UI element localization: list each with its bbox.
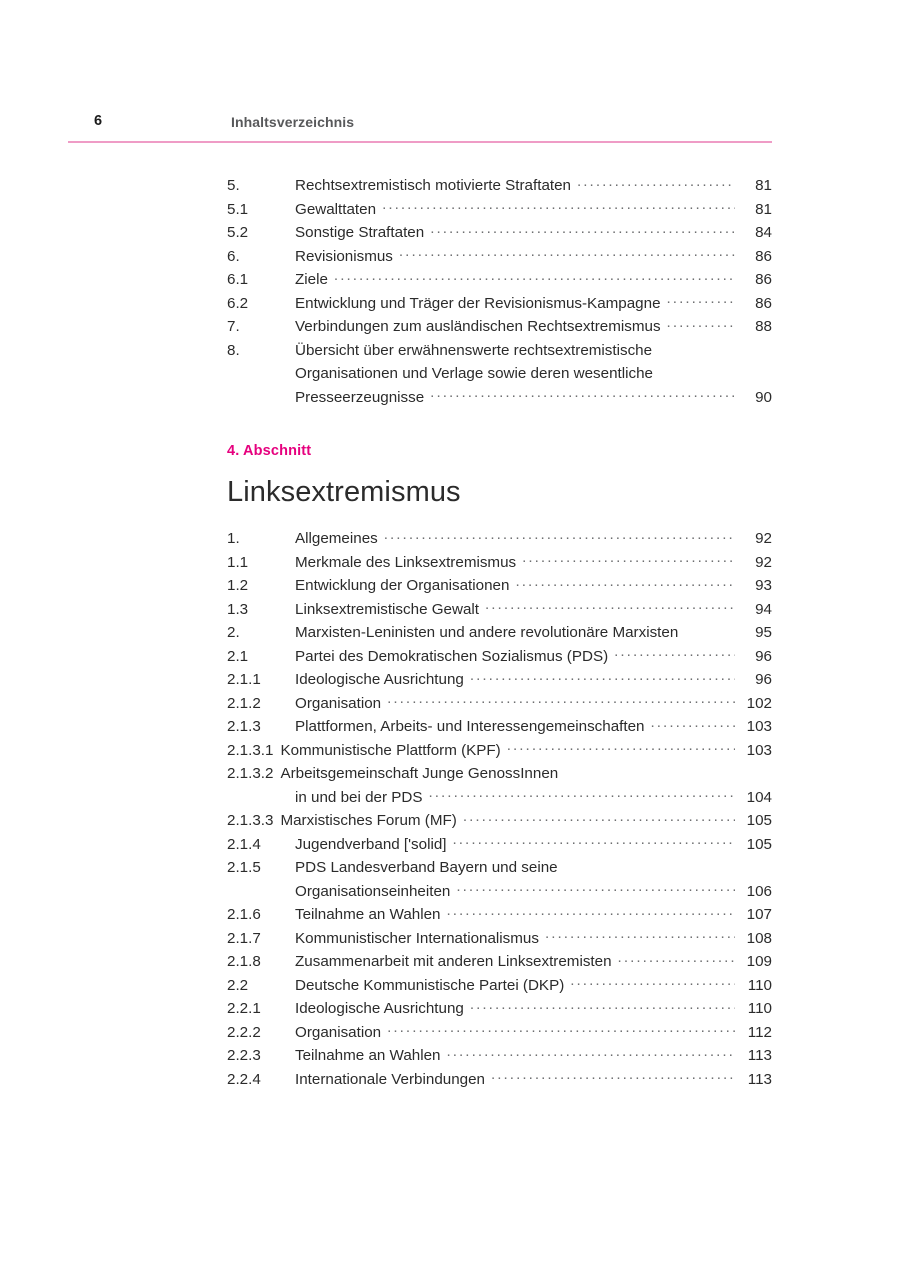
toc-entry-number: 1.3 xyxy=(227,600,249,618)
toc-entry[interactable] xyxy=(227,1045,772,1069)
toc-entry-title: Jugendverband ['solid] xyxy=(295,835,447,853)
toc-entry-number: 6.1 xyxy=(227,271,249,289)
toc-dot-leader xyxy=(456,881,735,896)
toc-entry-title: Organisationen und Verlage sowie deren wesentliche xyxy=(295,365,653,383)
toc-dot-leader xyxy=(447,904,736,919)
toc-entry-number: 2.2.4 xyxy=(227,1070,261,1088)
toc-entry-title: Organisation xyxy=(295,694,382,712)
toc-entry-title: Internationale Verbindungen xyxy=(295,1070,485,1088)
toc-entry[interactable] xyxy=(227,693,772,717)
toc-dot-leader xyxy=(577,175,735,190)
toc-entry-title: PDS Landesverband Bayern und seine xyxy=(295,859,558,877)
toc-entry-title: Rechtsextremistisch motivierte Straftaten xyxy=(295,177,572,195)
toc-entry-number: 2.1.8 xyxy=(227,953,261,971)
toc-dot-leader xyxy=(387,693,735,708)
toc-entry-title: Marxisten-Leninisten und andere revolutionäre Marxisten xyxy=(295,624,679,642)
toc-entry-page-number: 110 xyxy=(747,976,772,994)
toc-entry-title: Ziele xyxy=(295,271,328,289)
toc-entry[interactable] xyxy=(227,316,772,340)
toc-entry-title: Partei des Demokratischen Sozialismus (PDS) xyxy=(295,647,609,665)
toc-entry-page-number: 95 xyxy=(755,624,772,642)
toc-entry[interactable] xyxy=(227,622,772,646)
toc-entry-page-number: 84 xyxy=(755,224,772,242)
toc-entry[interactable] xyxy=(227,269,772,293)
toc-entry-page-number: 108 xyxy=(746,929,772,947)
toc-entry-title: Kommunistische Plattform (KPF) xyxy=(280,741,501,759)
toc-dot-leader xyxy=(652,340,738,355)
toc-dot-leader xyxy=(447,1045,736,1060)
toc-dot-leader xyxy=(545,928,735,943)
toc-entry-page-number: 103 xyxy=(746,741,772,759)
toc-entry-number: 7. xyxy=(227,318,240,336)
toc-entry-title: Organisationseinheiten xyxy=(295,882,451,900)
toc-entry[interactable] xyxy=(227,669,772,693)
toc-entry[interactable] xyxy=(227,740,772,764)
toc-entry-number: 2.2.3 xyxy=(227,1047,261,1065)
toc-dot-leader xyxy=(485,599,735,614)
toc-entry-number: 2.2.2 xyxy=(227,1023,261,1041)
toc-entry[interactable] xyxy=(227,175,772,199)
toc-dot-leader xyxy=(334,269,735,284)
toc-entry-number: 2.1.1 xyxy=(227,671,261,689)
toc-dot-leader xyxy=(614,646,735,661)
toc-entry[interactable] xyxy=(227,199,772,223)
toc-entry[interactable] xyxy=(227,575,772,599)
toc-entry[interactable] xyxy=(227,552,772,576)
toc-entry-page-number: 113 xyxy=(747,1047,772,1065)
toc-entry[interactable] xyxy=(227,363,772,387)
toc-dot-leader xyxy=(387,1022,735,1037)
toc-entry-title: Kommunistischer Internationalismus xyxy=(295,929,539,947)
toc-entry-page-number: 110 xyxy=(747,1000,772,1018)
toc-entry-page-number: 96 xyxy=(755,647,772,665)
toc-entry-number: 2.1.5 xyxy=(227,859,261,877)
toc-entry[interactable] xyxy=(227,1022,772,1046)
toc-entry-number: 2.1.3 xyxy=(227,718,261,736)
toc-entry-title: Plattformen, Arbeits- und Interessengemeinschaften xyxy=(295,718,645,736)
toc-entry-page-number: 106 xyxy=(746,882,772,900)
toc-entry-title: Linksextremistische Gewalt xyxy=(295,600,480,618)
toc-entry-page-number: 90 xyxy=(755,388,772,406)
toc-entry-number: 1.1 xyxy=(227,553,249,571)
toc-entry-page-number: 109 xyxy=(746,953,772,971)
toc-list-rechtsextremismus-continued xyxy=(227,175,772,410)
toc-entry-number: 2.1.7 xyxy=(227,929,261,947)
toc-entry-page-number: 105 xyxy=(746,835,772,853)
toc-dot-leader xyxy=(430,387,735,402)
toc-entry-number: 1.2 xyxy=(227,577,249,595)
toc-entry[interactable] xyxy=(227,387,772,411)
toc-dot-leader xyxy=(491,1069,735,1084)
toc-entry-number: 6. xyxy=(227,247,240,265)
toc-entry-number: 5. xyxy=(227,177,240,195)
toc-dot-leader xyxy=(382,199,735,214)
toc-entry-title: Verbindungen zum ausländischen Rechtsextremismus xyxy=(295,318,661,336)
toc-entry-title: Entwicklung und Träger der Revisionismus-Kampagne xyxy=(295,294,661,312)
toc-entry-title: Deutsche Kommunistische Partei (DKP) xyxy=(295,976,565,994)
section-title: Linksextremismus xyxy=(227,475,461,508)
toc-entry[interactable] xyxy=(227,293,772,317)
toc-entry[interactable] xyxy=(227,834,772,858)
toc-entry-number: 2.1.6 xyxy=(227,906,261,924)
toc-entry-page-number: 102 xyxy=(746,694,772,712)
toc-dot-leader xyxy=(678,622,738,637)
toc-entry-page-number: 93 xyxy=(755,577,772,595)
toc-entry-title: Allgemeines xyxy=(295,530,378,548)
toc-entry-number: 2.1.4 xyxy=(227,835,261,853)
toc-entry-page-number: 92 xyxy=(755,553,772,571)
toc-entry-title: Merkmale des Linksextremismus xyxy=(295,553,517,571)
toc-dot-leader xyxy=(507,740,735,755)
toc-entry-page-number: 107 xyxy=(746,906,772,924)
toc-entry-number: 2.2 xyxy=(227,976,249,994)
toc-entry-number: 2.1.2 xyxy=(227,694,261,712)
toc-entry-page-number: 86 xyxy=(755,247,772,265)
toc-entry[interactable] xyxy=(227,763,772,787)
toc-entry-title: Übersicht über erwähnenswerte rechtsextremistische xyxy=(295,341,653,359)
toc-entry-title: Teilnahme an Wahlen xyxy=(295,906,441,924)
toc-entry-page-number: 105 xyxy=(746,812,772,830)
toc-entry-page-number: 92 xyxy=(755,530,772,548)
toc-entry-page-number: 81 xyxy=(755,177,772,195)
toc-entry[interactable] xyxy=(227,646,772,670)
toc-dot-leader xyxy=(470,998,735,1013)
toc-entry-number: 5.1 xyxy=(227,200,249,218)
toc-entry-title: Ideologische Ausrichtung xyxy=(295,1000,464,1018)
toc-entry-page-number: 86 xyxy=(755,294,772,312)
toc-entry-number: 2. xyxy=(227,624,240,642)
toc-entry[interactable] xyxy=(227,340,772,364)
toc-entry-page-number: 88 xyxy=(755,318,772,336)
toc-entry-page-number: 113 xyxy=(747,1070,772,1088)
toc-entry-page-number: 103 xyxy=(746,718,772,736)
toc-entry-title: Presseerzeugnisse xyxy=(295,388,425,406)
toc-dot-leader xyxy=(515,575,735,590)
header-divider-rule xyxy=(68,141,772,143)
toc-dot-leader xyxy=(570,975,735,990)
toc-dot-leader xyxy=(651,716,735,731)
toc-entry-number: 2.1.3.3 xyxy=(227,812,274,830)
toc-entry-title: Entwicklung der Organisationen xyxy=(295,577,510,595)
toc-entry-title: in und bei der PDS xyxy=(295,788,423,806)
toc-entry-page-number: 96 xyxy=(755,671,772,689)
toc-entry-number: 8. xyxy=(227,341,240,359)
toc-entry[interactable] xyxy=(227,246,772,270)
toc-entry-title: Teilnahme an Wahlen xyxy=(295,1047,441,1065)
page-folio-number: 6 xyxy=(94,113,103,129)
toc-entry-page-number: 81 xyxy=(755,200,772,218)
toc-entry[interactable] xyxy=(227,857,772,881)
toc-entry-title: Sonstige Straftaten xyxy=(295,224,425,242)
toc-entry[interactable] xyxy=(227,928,772,952)
toc-entry[interactable] xyxy=(227,599,772,623)
toc-entry-title: Gewalttaten xyxy=(295,200,377,218)
toc-entry[interactable] xyxy=(227,810,772,834)
toc-entry-number: 2.1.3.2 xyxy=(227,765,274,783)
toc-entry-number: 6.2 xyxy=(227,294,249,312)
running-header-title: Inhaltsverzeichnis xyxy=(231,114,355,130)
toc-dot-leader xyxy=(522,552,735,567)
toc-entry-title: Organisation xyxy=(295,1023,382,1041)
toc-dot-leader xyxy=(618,951,735,966)
toc-entry[interactable] xyxy=(227,951,772,975)
running-header xyxy=(68,113,772,143)
toc-entry-number: 1. xyxy=(227,530,240,548)
toc-entry[interactable] xyxy=(227,881,772,905)
section-opener xyxy=(227,444,772,507)
toc-entry-page-number: 94 xyxy=(755,600,772,618)
toc-entry[interactable] xyxy=(227,528,772,552)
toc-entry[interactable] xyxy=(227,975,772,999)
toc-entry-page-number: 112 xyxy=(747,1023,772,1041)
toc-dot-leader xyxy=(430,222,735,237)
toc-dot-leader xyxy=(653,363,738,378)
toc-entry-page-number: 86 xyxy=(755,271,772,289)
toc-entry[interactable] xyxy=(227,904,772,928)
toc-entry-title: Ideologische Ausrichtung xyxy=(295,671,464,689)
toc-entry[interactable] xyxy=(227,1069,772,1093)
toc-dot-leader xyxy=(463,810,735,825)
toc-dot-leader xyxy=(667,316,735,331)
toc-dot-leader xyxy=(470,669,735,684)
toc-dot-leader xyxy=(558,763,738,778)
toc-entry[interactable] xyxy=(227,998,772,1022)
toc-dot-leader xyxy=(667,293,735,308)
toc-entry-page-number: 104 xyxy=(746,788,772,806)
toc-entry[interactable] xyxy=(227,787,772,811)
toc-dot-leader xyxy=(399,246,735,261)
toc-dot-leader xyxy=(558,857,738,872)
toc-entry[interactable] xyxy=(227,716,772,740)
toc-entry-number: 5.2 xyxy=(227,224,249,242)
toc-entry-title: Revisionismus xyxy=(295,247,393,265)
toc-entry-number: 2.1.3.1 xyxy=(227,741,274,759)
toc-dot-leader xyxy=(429,787,736,802)
toc-list-linksextremismus xyxy=(227,528,772,1092)
toc-entry-title: Zusammenarbeit mit anderen Linksextremisten xyxy=(295,953,612,971)
toc-entry-title: Arbeitsgemeinschaft Junge GenossInnen xyxy=(280,765,559,783)
toc-entry-number: 2.1 xyxy=(227,647,249,665)
toc-dot-leader xyxy=(384,528,735,543)
toc-entry-number: 2.2.1 xyxy=(227,1000,261,1018)
toc-entry[interactable] xyxy=(227,222,772,246)
section-kicker: 4. Abschnitt xyxy=(227,443,312,459)
toc-dot-leader xyxy=(453,834,735,849)
toc-entry-title: Marxistisches Forum (MF) xyxy=(280,812,457,830)
